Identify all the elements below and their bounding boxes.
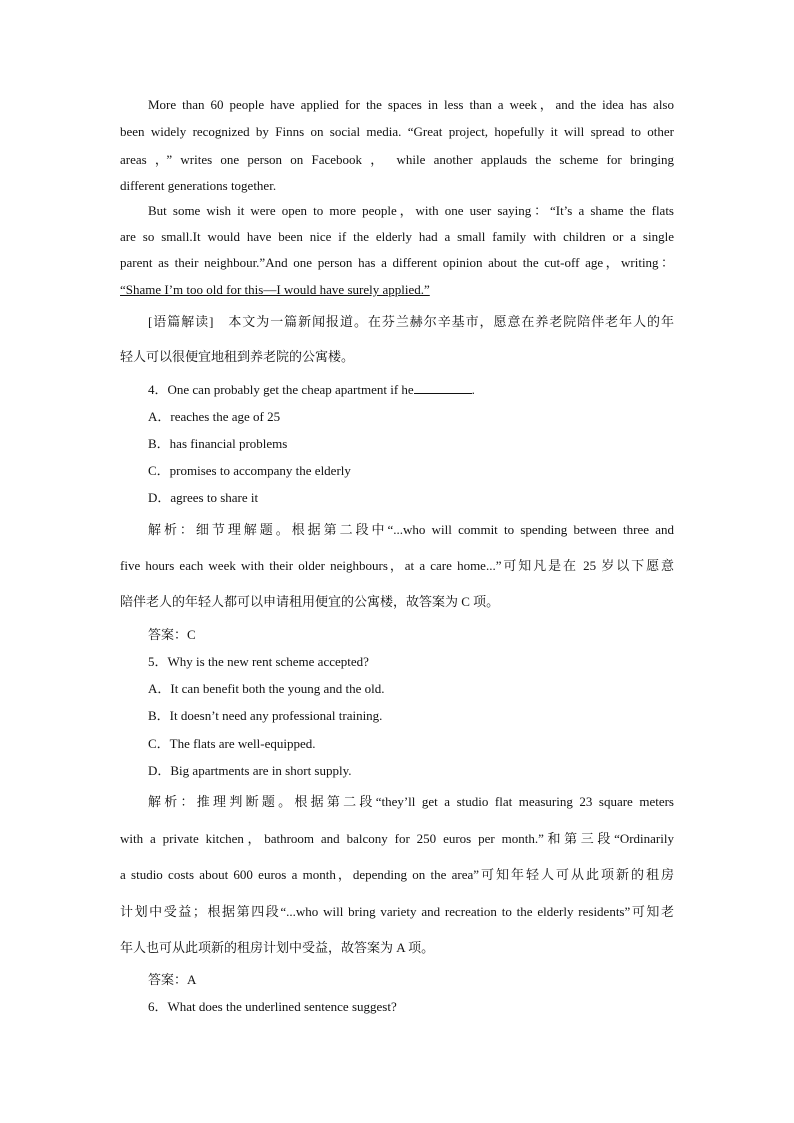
q5-explanation-line3: a studio costs about 600 euros a month，depending on the area”可知年轻人可从此项新的租房 [120,867,674,882]
q5-explanation-line1: 解析：推理判断题。根据第二段“they’ll get a studio flat measuring 23 square meters [148,794,674,809]
passage-p1-line2: been widely recognized by Finns on social media. “Great project, hopefully it will spread to other [120,124,674,139]
q4-answer: 答案：C [148,627,196,642]
passage-p1-line1: More than 60 people have applied for the spaces in less than a week，and the idea has also [148,97,674,112]
passage-p1-line3: areas ，” writes one person on Facebook ， while another applauds the scheme for bringing [120,152,674,167]
discourse-analysis-line2: 轻人可以很便宜地租到养老院的公寓楼。 [120,349,355,364]
question-6-stem: 6．What does the underlined sentence suggest? [148,999,397,1014]
q4-option-d: D．agrees to share it [148,490,259,505]
question-4-period: . [471,382,475,397]
discourse-analysis-line1: [语篇解读] 本文为一篇新闻报道。在芬兰赫尔辛基市，愿意在养老院陪伴老年人的年 [148,314,674,329]
q5-explanation-line2: with a private kitchen，bathroom and balcony for 250 euros per month.”和第三段“Ordinarily [120,831,674,846]
q4-explanation-line2: five hours each week with their older neighbours，at a care home...”可知凡是在 25 岁以下愿意 [120,558,674,573]
answer-blank [414,381,472,394]
q4-option-a: A．reaches the age of 25 [148,409,281,424]
q5-explanation-line5: 年人也可从此项新的租房计划中受益，故答案为 A 项。 [120,940,435,955]
q4-option-b: B．has financial problems [148,436,288,451]
question-4-stem [148,381,475,399]
question-5-stem: 5．Why is the new rent scheme accepted? [148,654,369,669]
q5-option-d: D．Big apartments are in short supply. [148,763,352,778]
question-4-text: 4．One can probably get the cheap apartment if he [148,382,414,397]
q5-option-b: B．It doesn’t need any professional training. [148,708,383,723]
passage-p2-line2: are so small.It would have been nice if the elderly had a small family with children or a single [120,229,674,244]
q5-explanation-line4: 计划中受益；根据第四段“...who will bring variety and recreation to the elderly residents”可知老 [120,904,674,919]
q5-answer: 答案：A [148,972,197,987]
q4-explanation-line1: 解析：细节理解题。根据第二段中“...who will commit to spending between three and [148,522,674,537]
q4-option-c: C．promises to accompany the elderly [148,463,351,478]
passage-p1-line4: different generations together. [120,178,277,193]
q4-explanation-line3: 陪伴老人的年轻人都可以申请租用便宜的公寓楼，故答案为 C 项。 [120,594,500,609]
q5-option-c: C．The flats are well-equipped. [148,736,316,751]
q5-option-a: A．It can benefit both the young and the old. [148,681,385,696]
passage-p2-line3: parent as their neighbour.”And one person has a different opinion about the cut-off age，writing： [120,255,674,270]
underlined-sentence: “Shame I’m too old for this—I would have surely applied.” [120,282,430,297]
passage-p2-line1: But some wish it were open to more people，with one user saying：“It’s a shame the flats [148,203,674,218]
